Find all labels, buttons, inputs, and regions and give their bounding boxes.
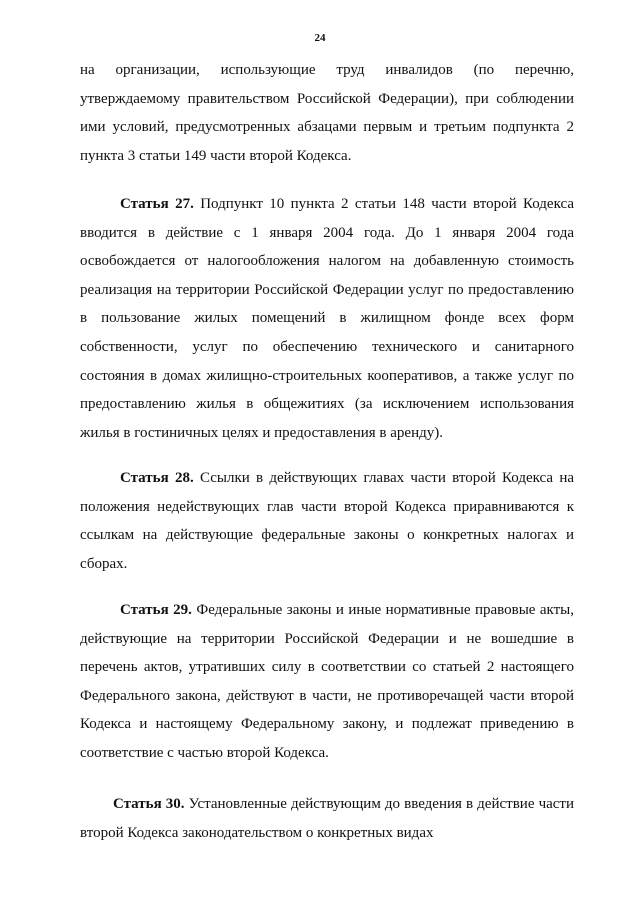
article-27-text: Подпункт 10 пункта 2 статьи 148 части второй Кодекса вводится в действие с 1 января 2004 года. До 1 января 2004 года освобождается от налогообложения налогом на добавленную стоимость реализация на территории Российской Федерации услуг по предоставлению в пользование жилых помещений в жилищном фонде всех форм собственности, услуг по обеспечению технического и санитарного состояния в домах жилищно-строительных кооперативов, а также услуг по предоставлению жилья в общежитиях (за исключением использования жилья в гостиничных целях и предоставления в аренду). [80, 196, 574, 441]
article-30-heading: Статья 30. [113, 796, 185, 812]
article-29-paragraph [80, 596, 574, 768]
article-28-paragraph [80, 464, 574, 578]
article-28-text: Ссылки в действующих главах части второй Кодекса на положения недействующих глав части второй Кодекса приравниваются к ссылкам на действующие федеральные законы о конкретных налогах и сборах. [80, 470, 575, 572]
page-number: 24 [314, 32, 326, 44]
article-27-heading: Статья 27. [120, 196, 194, 212]
article-27-paragraph [80, 190, 574, 447]
paragraph-continuation [80, 56, 574, 170]
article-30-paragraph [80, 790, 574, 847]
article-29-heading: Статья 29. [120, 602, 192, 618]
paragraph-text: на организации, использующие труд инвалидов (по перечню, утверждаемому правительством Российской Федерации), при соблюдении ими условий, предусмотренных абзацами первым и третьим подпункта 2 пункта 3 статьи 149 части второй Кодекса. [80, 62, 574, 164]
article-29-text: Федеральные законы и иные нормативные правовые акты, действующие на территории Российской Федерации и не вошедшие в перечень актов, утративших силу в соответствии со статьей 2 настоящего Федерального закона, действуют в части, не противоречащей части второй Кодекса и настоящему Федеральному закону, и подлежат приведению в соответствие с частью второй Кодекса. [80, 602, 574, 761]
article-28-heading: Статья 28. [120, 470, 194, 486]
article-30-text: Установленные действующим до введения в действие части второй Кодекса законодательством о конкретных видах [80, 796, 575, 841]
